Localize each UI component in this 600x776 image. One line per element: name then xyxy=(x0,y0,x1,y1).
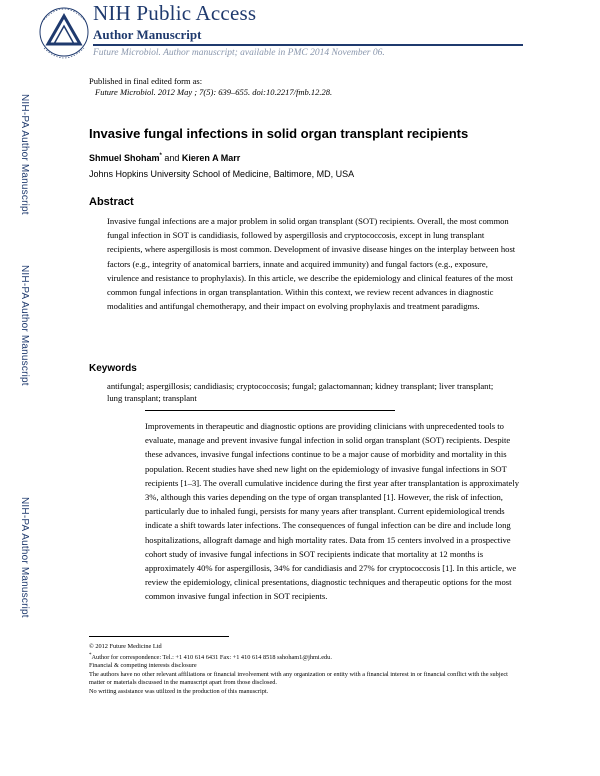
disclosure-text: The authors have no other relevant affiliations or financial involvement with any organization or entity with a financial interest in or financial conflict with the subject matter or materials discussed in the manuscript apart from those disclosed. xyxy=(89,670,508,687)
keywords-text: antifungal; aspergillosis; candidiasis; cryptococcosis; fungal; galactomannan; kidney transplant; liver transplant; lung transplant; transplant xyxy=(107,381,494,403)
abstract-heading: Abstract xyxy=(89,196,134,208)
author-name: Kieren A Marr xyxy=(181,153,241,163)
manuscript-availability-note: Future Microbiol. Author manuscript; available in PMC 2014 November 06. xyxy=(93,48,385,58)
author-list xyxy=(89,153,240,163)
nih-seal-logo xyxy=(38,2,90,68)
disclosure-heading: Financial & competing interests disclosure xyxy=(89,662,197,670)
keywords-heading: Keywords xyxy=(89,363,137,374)
header-divider xyxy=(93,44,523,46)
abstract-text: Invasive fungal infections are a major problem in solid organ transplant (SOT) recipients. Overall, the most common fungal infection in SOT is candidiasis, followed by aspergillosis and cryptococcosis, except in lung transplant recipients, where aspergillosis is most common. Development of invasive disease hinges on the interplay between host factors (e.g., integrity of anatomical barriers, innate and acquired immunity) and fungal factors (e.g., exposure, virulence and resistance to prophylaxis). In this article, we describe the epidemiology and clinical features of the most common fungal infections in organ transplantation. Within this context, we review recent advances in diagnostic modalities and antifungal chemotherapy, and their impact on evolving prophylaxis and treatment paradigms. xyxy=(107,216,516,312)
footnotes xyxy=(89,643,514,697)
side-label-middle: NIH-PA Author Manuscript xyxy=(19,265,30,386)
correspondence-footnote xyxy=(89,652,514,663)
nih-public-access-title: NIH Public Access xyxy=(93,1,257,25)
introduction-paragraph: Improvements in therapeutic and diagnostic options are providing clinicians with unprecedented tools to evaluate, manage and prevent invasive fungal infection in solid organ transplant (SOT) recipients. Despite these advances, invasive fungal infections continue to be a major cause of morbidity and mortality in this population. Recent studies have shed new light on the epidemiology of invasive fungal infections in SOT recipients [1–3]. The overall cumulative incidence during the first year after transplantation is approximately 3%, although this varies depending on the type of organ transplanted [1]. However, the risk of infection, particularly due to inhaled fungi, persists for many years after transplant. Current epidemiological trends indicate a shift towards later infections. The consequences of fungal infection can be dire and include long hospitalizations, allograft damage and high mortality rates. Data from 15 centers involved in a prospective cohort study of invasive fungal infections in SOT recipients indicate that mortality at 12 months is approximately 40% for aspergillosis, 34% for candidiasis and 27% for cryptococcosis [1]. In this article, we review the epidemiology, clinical presentations, diagnostic techniques and therapeutic options for the most common invasive fungal infection in SOT recipients. xyxy=(145,421,520,602)
author-name: Shmuel Shoham xyxy=(89,153,160,163)
footnote-divider xyxy=(89,636,229,637)
correspondence-mark: * xyxy=(89,652,92,658)
side-label-top: NIH-PA Author Manuscript xyxy=(19,94,30,215)
correspondence-mark: * xyxy=(159,153,162,159)
side-label-bottom: NIH-PA Author Manuscript xyxy=(19,497,30,618)
correspondence-text: Author for correspondence: Tel.: +1 410 614 6431 Fax: +1 410 614 8518 sshoham1@jhmi.edu. xyxy=(91,653,332,661)
author-conjunction: and xyxy=(161,153,182,163)
publication-citation: Future Microbiol. 2012 May ; 7(5): 639–655. doi:10.2217/fmb.12.28. xyxy=(95,87,333,97)
writing-assistance-note: No writing assistance was utilized in the production of this manuscript. xyxy=(89,688,269,696)
article-title: Invasive fungal infections in solid organ transplant recipients xyxy=(89,126,469,141)
section-divider xyxy=(145,410,395,411)
author-manuscript-subtitle: Author Manuscript xyxy=(93,27,202,42)
affiliation: Johns Hopkins University School of Medicine, Baltimore, MD, USA xyxy=(89,169,355,179)
published-form-label: Published in final edited form as: xyxy=(89,76,203,86)
copyright-notice: © 2012 Future Medicine Ltd xyxy=(89,643,162,650)
